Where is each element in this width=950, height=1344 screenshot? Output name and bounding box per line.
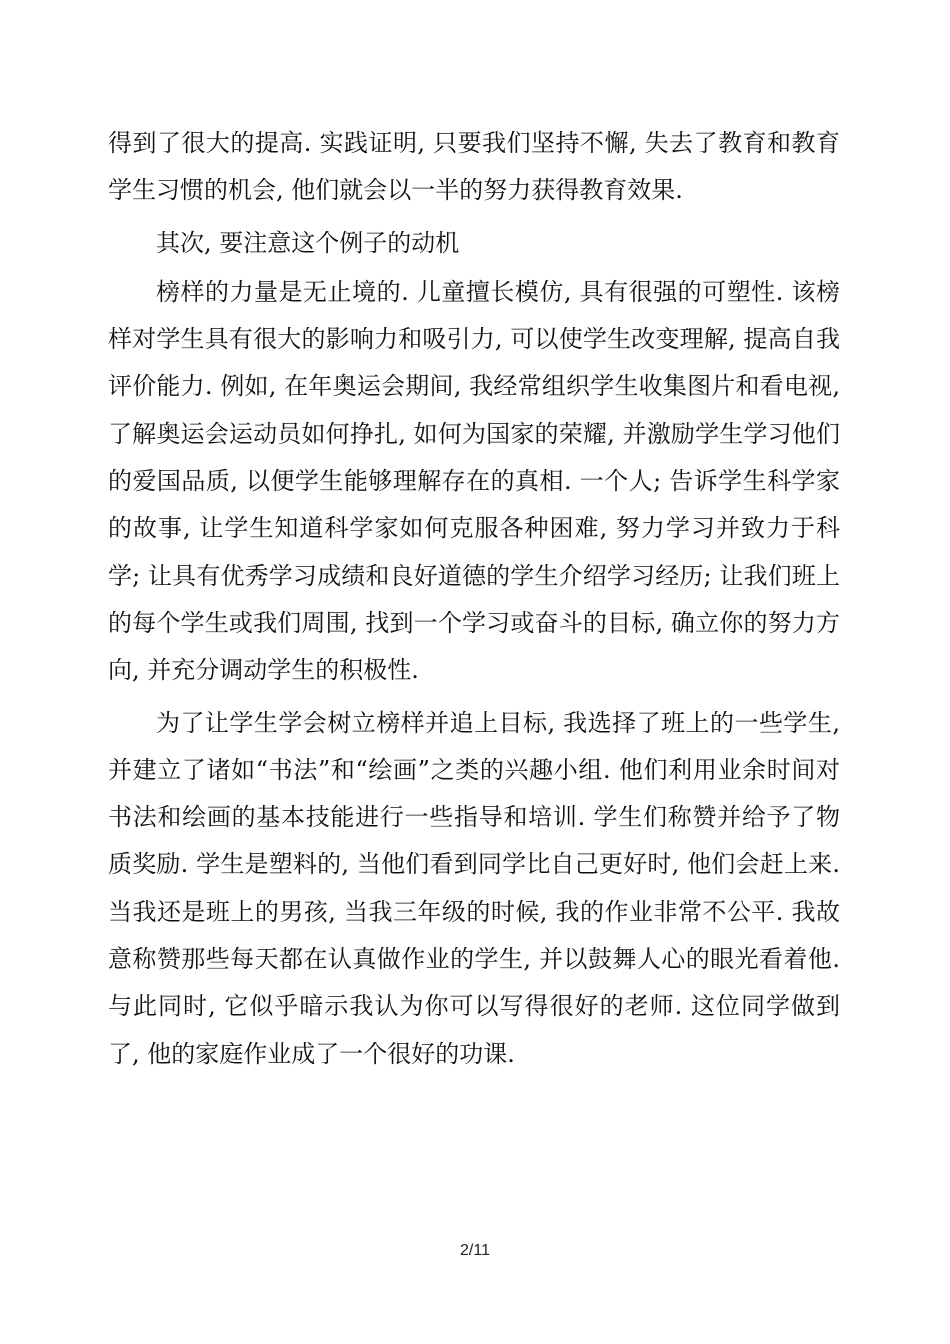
paragraph-continuation: 得到了很大的提高. 实践证明, 只要我们坚持不懈, 失去了教育和教育学生习惯的机会, 他们就会以一半的努力获得教育效果. bbox=[108, 129, 840, 205]
page-number: 2/11 bbox=[460, 1242, 490, 1259]
paragraph-role-model: 榜样的力量是无止境的. 儿童擅长模仿, 具有很强的可塑性. 该榜样对学生具有很大的影响力和吸引力, 可以使学生改变理解, 提高自我评价能力. 例如, 在年奥运会期间, 我经常组织学生收集图片和看电视, 了解奥运会运动员如何挣扎, 如何为国家的荣耀, 并激励学生学习他们的爱国品质, 以便学生能够理解存在的真相. 一个人; 告诉学生科学家的故事, 让学生知道科学家如何克服各种困难, 努力学习并致力于科学; 让具有优秀学习成绩和良好道德的学生介绍学习经历; 让我们班上的每个学生或我们周围, 找到一个学习或奋斗的目标, 确立你的努力方向, 并充分调动学生的积极性. bbox=[108, 277, 840, 685]
document-body bbox=[108, 120, 840, 1083]
paragraph-heading-motivation: 其次, 要注意这个例子的动机 bbox=[156, 228, 460, 257]
paragraph-interest-groups: 为了让学生学会树立榜样并追上目标, 我选择了班上的一些学生, 并建立了诸如“书法”和“绘画”之类的兴趣小组. 他们利用业余时间对书法和绘画的基本技能进行一些指导和培训. 学生们称赞并给予了物质奖励. 学生是塑料的, 当他们看到同学比自己更好时, 他们会赶上来. 当我还是班上的男孩, 当我三年级的时候, 我的作业非常不公平. 我故意称赞那些每天都在认真做作业的学生, 并以鼓舞人心的眼光看着他. 与此同时, 它似乎暗示我认为你可以写得很好的老师. 这位同学做到了, 他的家庭作业成了一个很好的功课. bbox=[108, 708, 840, 1068]
